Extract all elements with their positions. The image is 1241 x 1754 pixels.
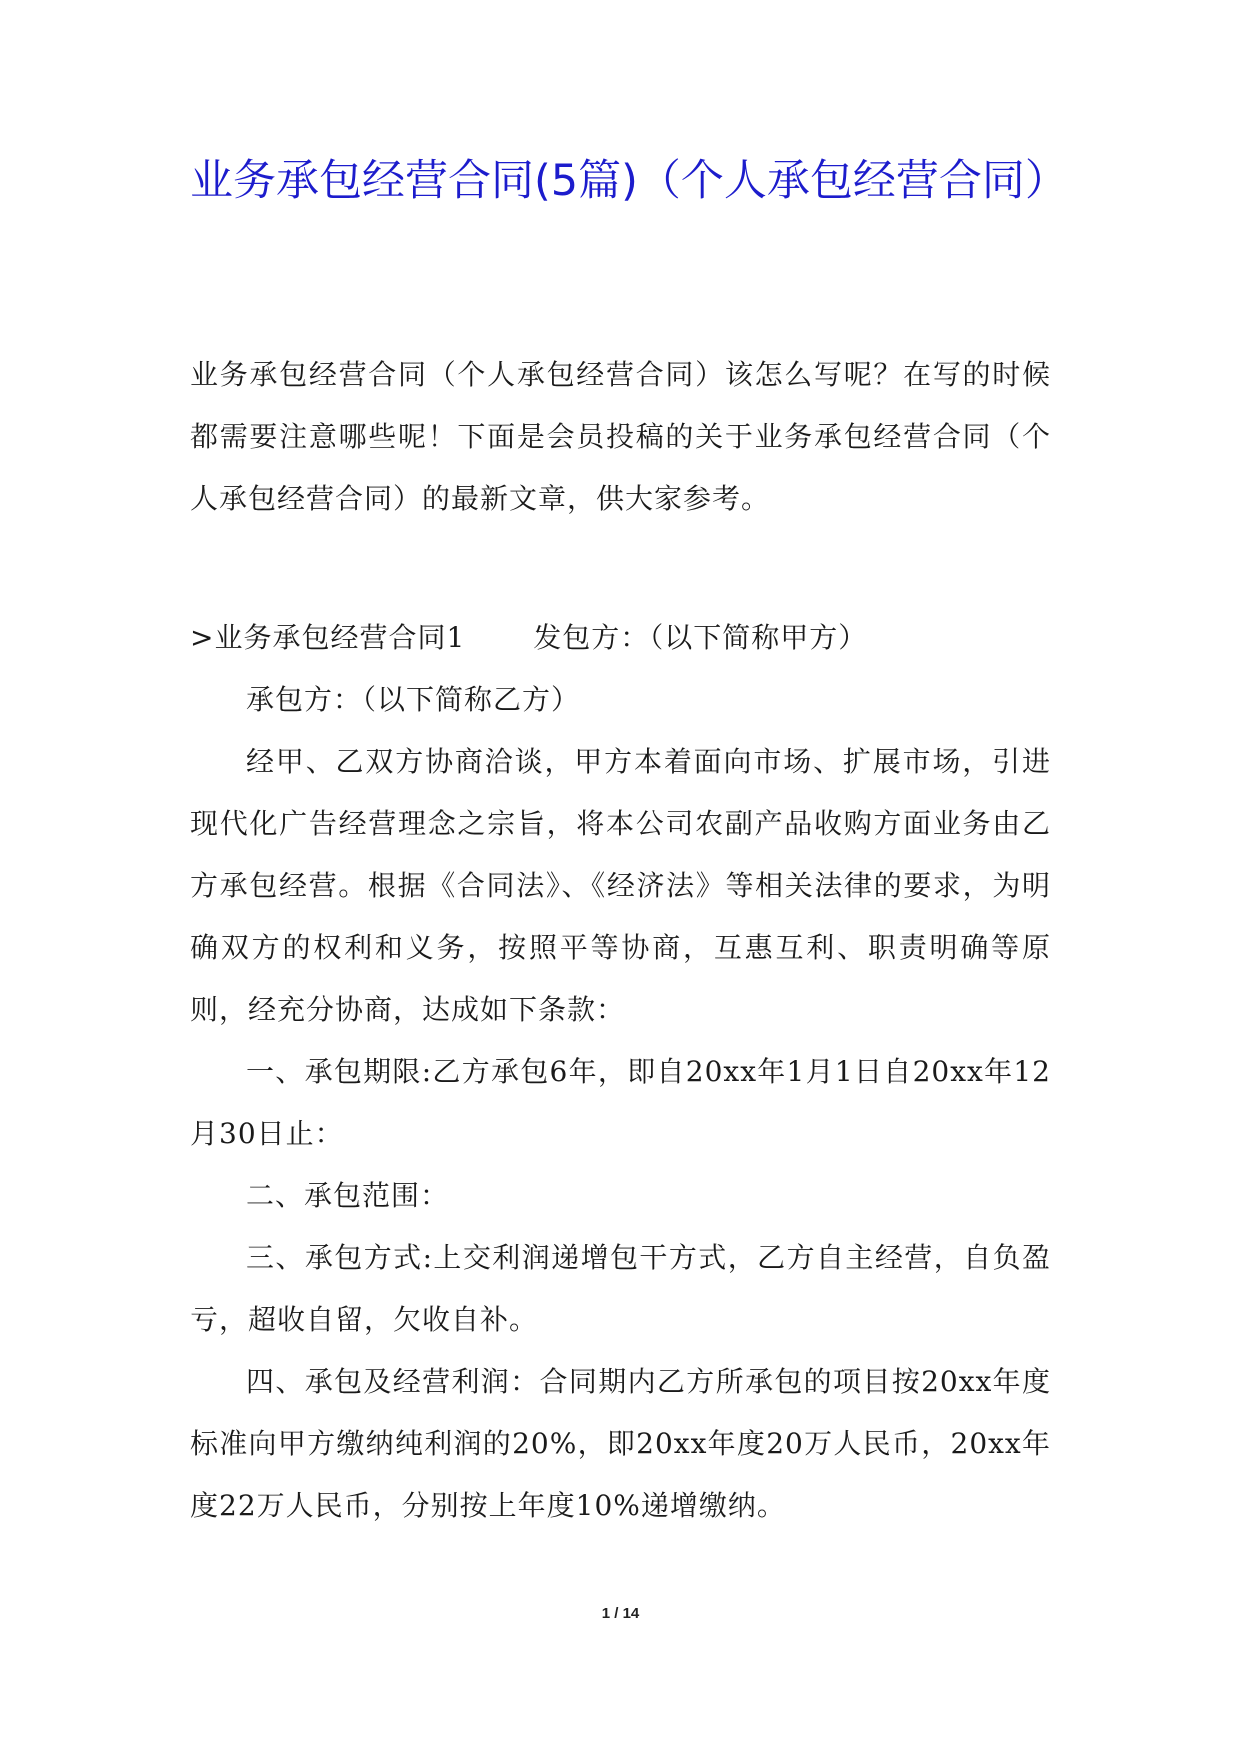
party-b-line: 承包方：（以下简称乙方） <box>246 683 581 716</box>
paragraph-profit: 四、承包及经营利润：合同期内乙方所承包的项目按20xx年度标准向甲方缴纳纯利润的20%，即20xx年度20万人民币，20xx年度22万人民币，分别按上年度10%递增缴纳。 <box>190 1365 1051 1522</box>
intro-paragraph: 业务承包经营合同（个人承包经营合同）该怎么写呢？在写的时候都需要注意哪些呢！下面是会员投稿的关于业务承包经营合同（个人承包经营合同）的最新文章，供大家参考。 <box>190 358 1051 515</box>
paragraph-term: 一、承包期限:乙方承包6年，即自20xx年1月1日自20xx年12月30日止： <box>190 1055 1051 1150</box>
contract-body <box>190 607 1051 1537</box>
paragraph-scope: 二、承包范围： <box>246 1179 450 1212</box>
section-heading-line <box>190 607 1051 669</box>
paragraph-method: 三、承包方式:上交利润递增包干方式，乙方自主经营，自负盈亏，超收自留，欠收自补。 <box>190 1241 1051 1336</box>
party-a-line: 发包方：（以下简称甲方） <box>533 621 868 654</box>
paragraph-preamble: 经甲、乙双方协商洽谈，甲方本着面向市场、扩展市场，引进现代化广告经营理念之宗旨，将本公司农副产品收购方面业务由乙方承包经营。根据《合同法》、《经济法》等相关法律的要求，为明确双方的权利和义务，按照平等协商，互惠互利、职责明确等原则，经充分协商，达成如下条款： <box>190 745 1051 1026</box>
document-title: 业务承包经营合同(5篇)（个人承包经营合同） <box>190 156 1068 206</box>
section-heading: >业务承包经营合同1 <box>190 621 466 654</box>
page-number: 1 / 14 <box>601 1605 640 1622</box>
